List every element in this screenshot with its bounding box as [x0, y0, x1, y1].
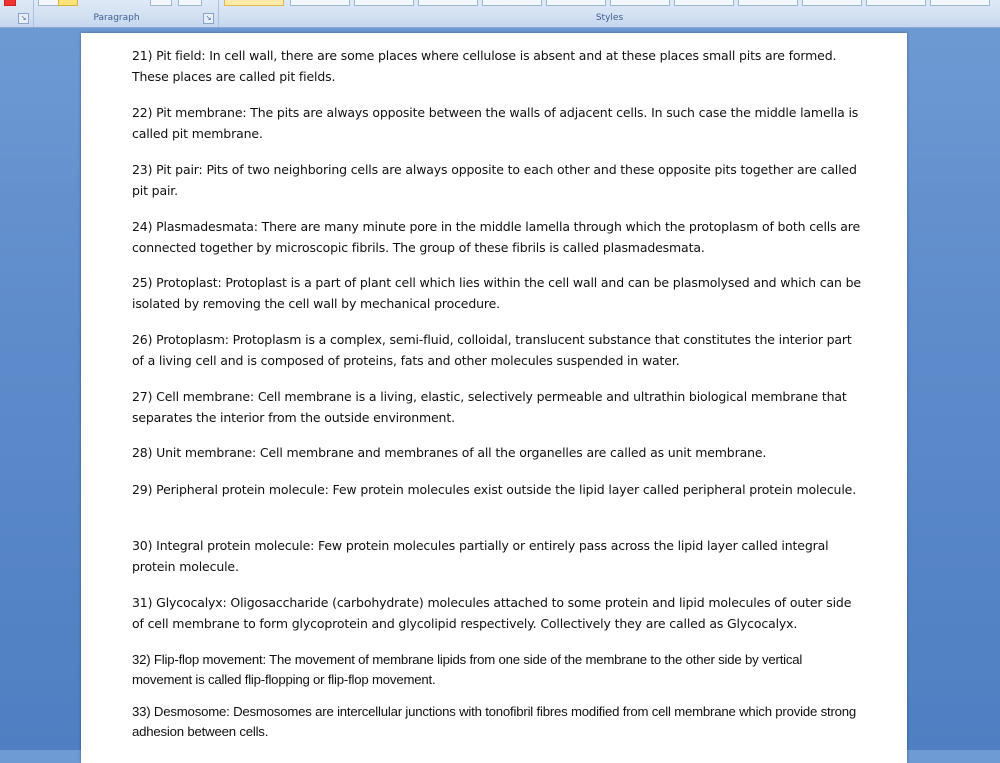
style-gallery-item[interactable] — [866, 0, 926, 6]
font-dialog-launcher-icon[interactable]: ↘ — [18, 13, 29, 24]
style-gallery-item[interactable] — [610, 0, 670, 6]
style-gallery-item[interactable] — [738, 0, 798, 6]
paragraph-22: 22) Pit membrane: The pits are always opposite between the walls of adjacent cells. In such case the middle lamella is called pit membrane. — [132, 105, 859, 141]
ribbon — [0, 0, 1000, 28]
paragraph-33: 33) Desmosome: Desmosomes are intercellular junctions with tonofibril fibres modified from cell membrane which provide strong adhesion between cells. — [132, 704, 857, 739]
styles-group-label: Styles — [595, 13, 624, 23]
paragraph-28: 28) Unit membrane: Cell membrane and membranes of all the organelles are called as unit membrane. — [132, 445, 767, 460]
style-gallery-item[interactable] — [290, 0, 350, 6]
font-color-swatch[interactable] — [4, 0, 16, 6]
style-gallery-item[interactable] — [482, 0, 542, 6]
paragraph-30: 30) Integral protein molecule: Few protein molecules partially or entirely pass across the lipid layer called integral protein molecule. — [132, 538, 829, 574]
ribbon-control[interactable] — [150, 0, 172, 6]
style-gallery-item[interactable] — [546, 0, 606, 6]
paragraph-group-label: Paragraph — [93, 13, 140, 23]
style-gallery-item[interactable] — [674, 0, 734, 6]
paragraph-21: 21) Pit field: In cell wall, there are some places where cellulose is absent and at these places small pits are formed. These places are called pit fields. — [132, 48, 837, 84]
paragraph-24: 24) Plasmadesmata: There are many minute pore in the middle lamella through which the protoplasm of both cells are connected together by microscopic fibrils. The group of these fibrils is called plasmadesmata. — [132, 219, 861, 255]
paragraph-27: 27) Cell membrane: Cell membrane is a living, elastic, selectively permeable and ultrathin biological membrane that separates the interior from the outside environment. — [132, 389, 847, 425]
paragraph-dialog-launcher-icon[interactable]: ↘ — [203, 13, 214, 24]
ribbon-control[interactable] — [178, 0, 202, 6]
paragraph-26: 26) Protoplasm: Protoplasm is a complex, semi-fluid, colloidal, translucent substance that constitutes the interior part of a living cell and is composed of proteins, fats and other molecules suspended in water. — [132, 332, 852, 368]
paragraph-32: 32) Flip-flop movement: The movement of membrane lipids from one side of the membrane to the other side by vertical movement is called flip-flopping or flip-flop movement. — [132, 652, 803, 687]
paragraph-29: 29) Peripheral protein molecule: Few protein molecules exist outside the lipid layer called peripheral protein molecule. — [132, 482, 857, 497]
document-page[interactable] — [81, 33, 907, 763]
paragraph-31: 31) Glycocalyx: Oligosaccharide (carbohydrate) molecules attached to some protein and lipid molecules of outer side of cell membrane to form glycoprotein and glycolipid respectively. Collectively they are called as Glycocalyx. — [132, 595, 852, 631]
paragraph-23: 23) Pit pair: Pits of two neighboring cells are always opposite to each other and these opposite pits together are called pit pair. — [132, 162, 857, 198]
style-gallery-item[interactable] — [354, 0, 414, 6]
style-gallery-item[interactable] — [418, 0, 478, 6]
style-gallery-item[interactable] — [930, 0, 990, 6]
paragraph-25: 25) Protoplast: Protoplast is a part of plant cell which lies within the cell wall and can be plasmolysed and which can be isolated by removing the cell wall by mechanical procedure. — [132, 275, 861, 311]
style-gallery-item-selected[interactable] — [224, 0, 284, 6]
style-gallery-item[interactable] — [802, 0, 862, 6]
highlight-swatch[interactable] — [58, 0, 78, 6]
